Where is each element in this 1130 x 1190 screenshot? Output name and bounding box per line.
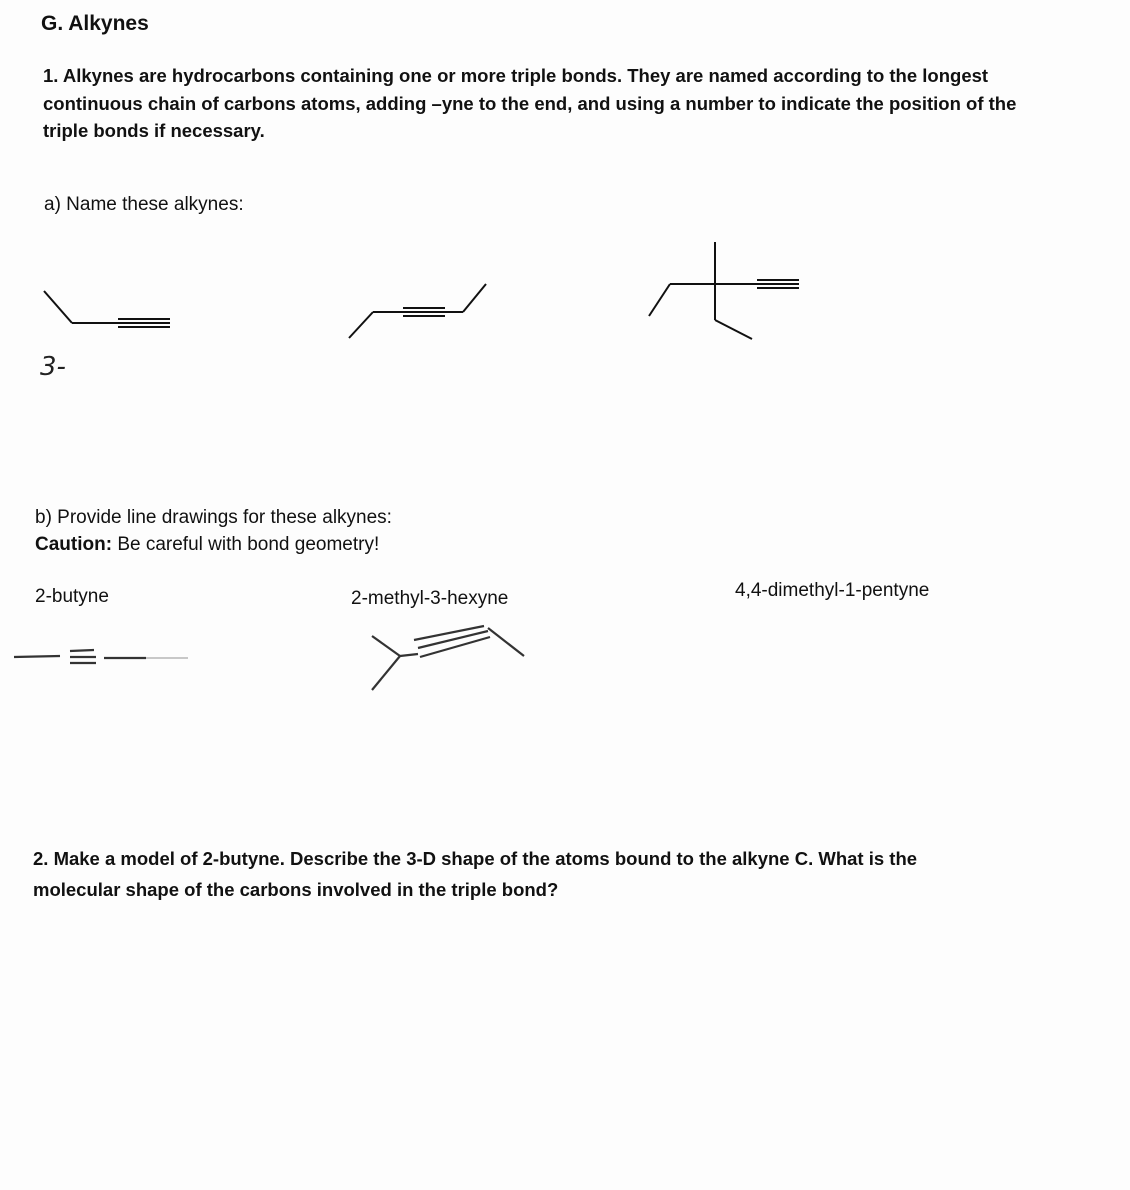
q2-line-2-rest: shape of the carbons involved in the triple bond?	[120, 879, 559, 900]
compound-label-2: 2-methyl-3-hexyne	[351, 588, 509, 609]
structure-1-skeletal-formula	[40, 285, 180, 345]
structure-2-skeletal-formula	[345, 280, 495, 345]
q1-intro-line-1: 1. Alkynes are hydrocarbons containing one or more triple bonds. They are named according to the longest	[43, 65, 989, 86]
part-a-prompt: a) Name these alkynes:	[44, 194, 244, 215]
caution-line	[35, 534, 379, 556]
part-b-prompt: b) Provide line drawings for these alkynes:	[35, 507, 392, 528]
q1-intro-line-2: continuous chain of carbons atoms, adding –yne to the end, and using a number to indicate the position of the	[43, 93, 1017, 114]
q2-line-2-bold: molecular	[33, 879, 121, 900]
structure-3-skeletal-formula	[645, 238, 805, 343]
structure-1-handwritten-answer: 3-	[40, 352, 66, 382]
caution-text: Be careful with bond geometry!	[112, 534, 380, 555]
q2-line-1: 2. Make a model of 2-butyne. Describe the 3-D shape of the atoms bound to the alkyne C. What is the	[33, 848, 918, 869]
section-heading: G. Alkynes	[41, 12, 149, 35]
q1-intro-line-3: triple bonds if necessary.	[43, 120, 265, 141]
q2-line-2	[33, 876, 558, 904]
handwritten-2-butyne-drawing	[10, 640, 200, 680]
compound-label-3: 4,4-dimethyl-1-pentyne	[735, 580, 930, 601]
caution-label: Caution:	[35, 534, 113, 555]
handwritten-2-methyl-3-hexyne-drawing	[366, 622, 536, 697]
compound-label-1: 2-butyne	[35, 586, 109, 607]
